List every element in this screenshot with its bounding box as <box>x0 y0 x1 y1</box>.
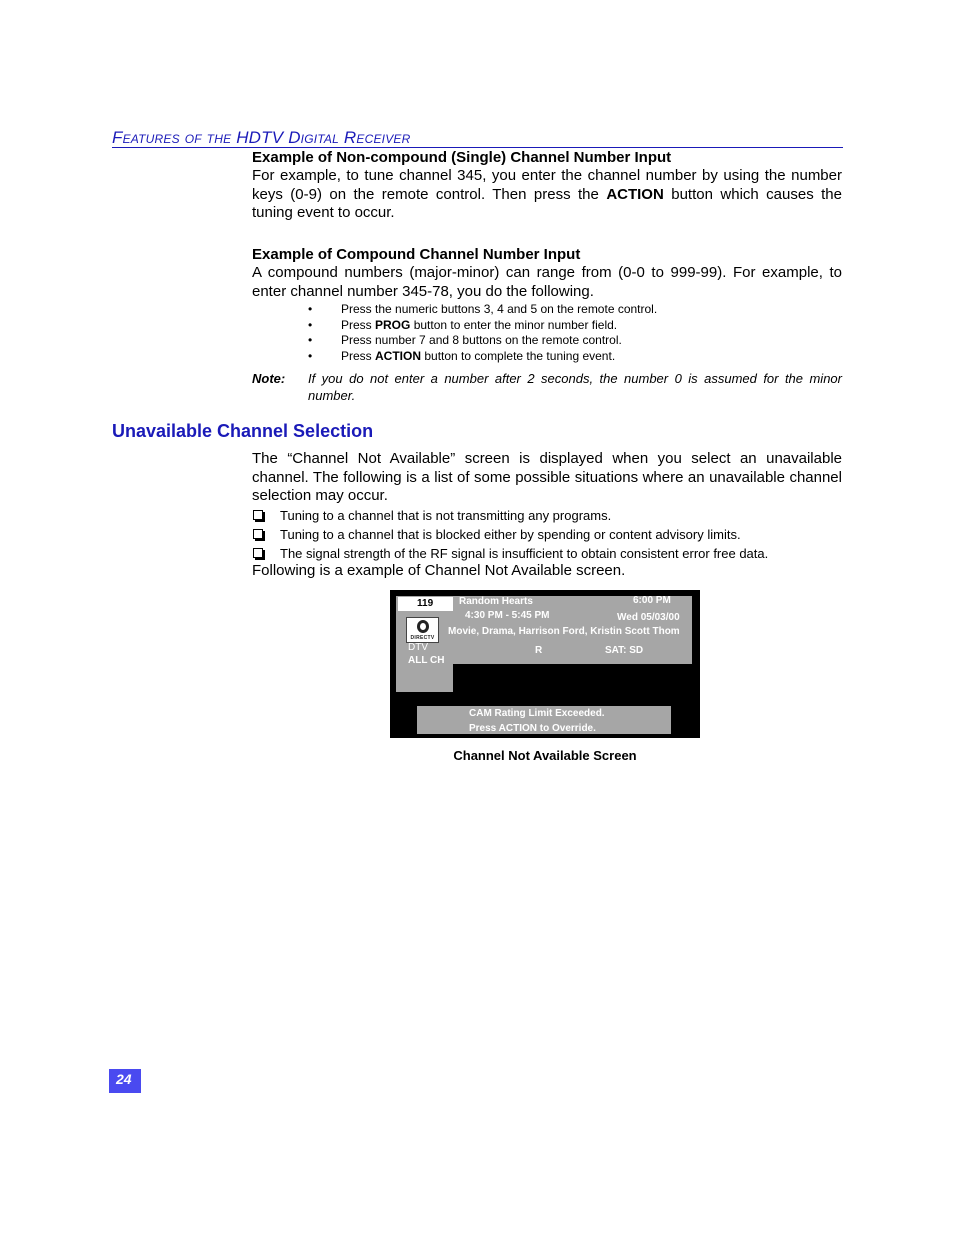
unavailable-heading: Unavailable Channel Selection <box>112 421 374 441</box>
following-text: Following is a example of Channel Not Available screen. <box>252 562 626 579</box>
section-title: Features of the HDTV Digital Receiver <box>112 128 411 147</box>
channel-number: 119 <box>398 597 455 611</box>
list-item: • Press number 7 and 8 buttons on the remote control. <box>308 333 622 347</box>
list-item: Tuning to a channel that is not transmitting any programs. <box>252 506 842 525</box>
program-time-range: 4:30 PM - 5:45 PM <box>465 610 550 621</box>
program-title: Random Hearts <box>459 596 533 607</box>
rating-message-line1: CAM Rating Limit Exceeded. <box>469 708 605 719</box>
channel-not-available-screen <box>390 590 700 738</box>
note-text: If you do not enter a number after 2 seconds, the number 0 is assumed for the minor number. <box>308 371 842 403</box>
program-description: Movie, Drama, Harrison Ford, Kristin Scott Thom <box>448 626 680 637</box>
sat-signal: SAT: SD <box>605 645 644 656</box>
compound-input-heading: Example of Compound Channel Number Input <box>252 246 581 263</box>
single-input-heading: Example of Non-compound (Single) Channel Number Input <box>252 149 672 166</box>
directv-logo-icon <box>417 620 429 633</box>
list-item: • Press ACTION button to complete the tuning event. <box>308 348 616 363</box>
unavailable-situations-list <box>252 506 842 563</box>
directv-logo <box>406 617 439 643</box>
bullet-icon: • <box>308 348 313 363</box>
list-item: The signal strength of the RF signal is insufficient to obtain consistent error free data. <box>252 544 842 563</box>
unavailable-intro-block <box>252 450 842 506</box>
list-item: Tuning to a channel that is blocked either by spending or content advisory limits. <box>252 525 842 544</box>
bullet-icon: • <box>308 317 313 332</box>
clock-time: 6:00 PM <box>633 595 671 606</box>
following-block <box>252 562 842 581</box>
directv-logo-text: DIRECTV <box>410 635 435 641</box>
checkbox-bullet-icon <box>253 548 263 558</box>
compound-steps-list <box>308 302 828 364</box>
program-rating: R <box>535 645 543 656</box>
page-number: 24 <box>109 1069 141 1093</box>
figure-caption: Channel Not Available Screen <box>453 748 637 763</box>
list-item: • Press PROG button to enter the minor number field. <box>308 317 618 332</box>
compound-input-paragraph: A compound numbers (major-minor) can range from (0-0 to 999-99). For example, to enter channel number 345-78, you do the following. <box>252 264 842 300</box>
provider-label: DTV <box>408 642 428 653</box>
single-input-block <box>252 149 842 223</box>
section-header <box>112 128 843 148</box>
channel-list-label: ALL CH <box>408 655 445 666</box>
rating-message-line2: Press ACTION to Override. <box>469 723 596 734</box>
checkbox-bullet-icon <box>253 529 263 539</box>
note <box>252 370 842 404</box>
list-item: • Press the numeric buttons 3, 4 and 5 on the remote control. <box>308 302 658 316</box>
unavailable-intro: The “Channel Not Available” screen is displayed when you select an unavailable channel. The following is a list of some possible situations where an unavailable channel selection may occur. <box>252 450 842 504</box>
current-date: Wed 05/03/00 <box>617 612 680 623</box>
note-label: Note: <box>252 371 286 386</box>
single-input-paragraph: For example, to tune channel 345, you enter the channel number by using the number keys (0-9) on the remote control. Then press the ACTION button which causes the tuning event to occur. <box>252 167 842 221</box>
bullet-icon: • <box>308 302 313 316</box>
checkbox-bullet-icon <box>253 510 263 520</box>
rating-message-box <box>417 706 671 734</box>
bullet-icon: • <box>308 333 313 347</box>
compound-input-block <box>252 246 842 301</box>
